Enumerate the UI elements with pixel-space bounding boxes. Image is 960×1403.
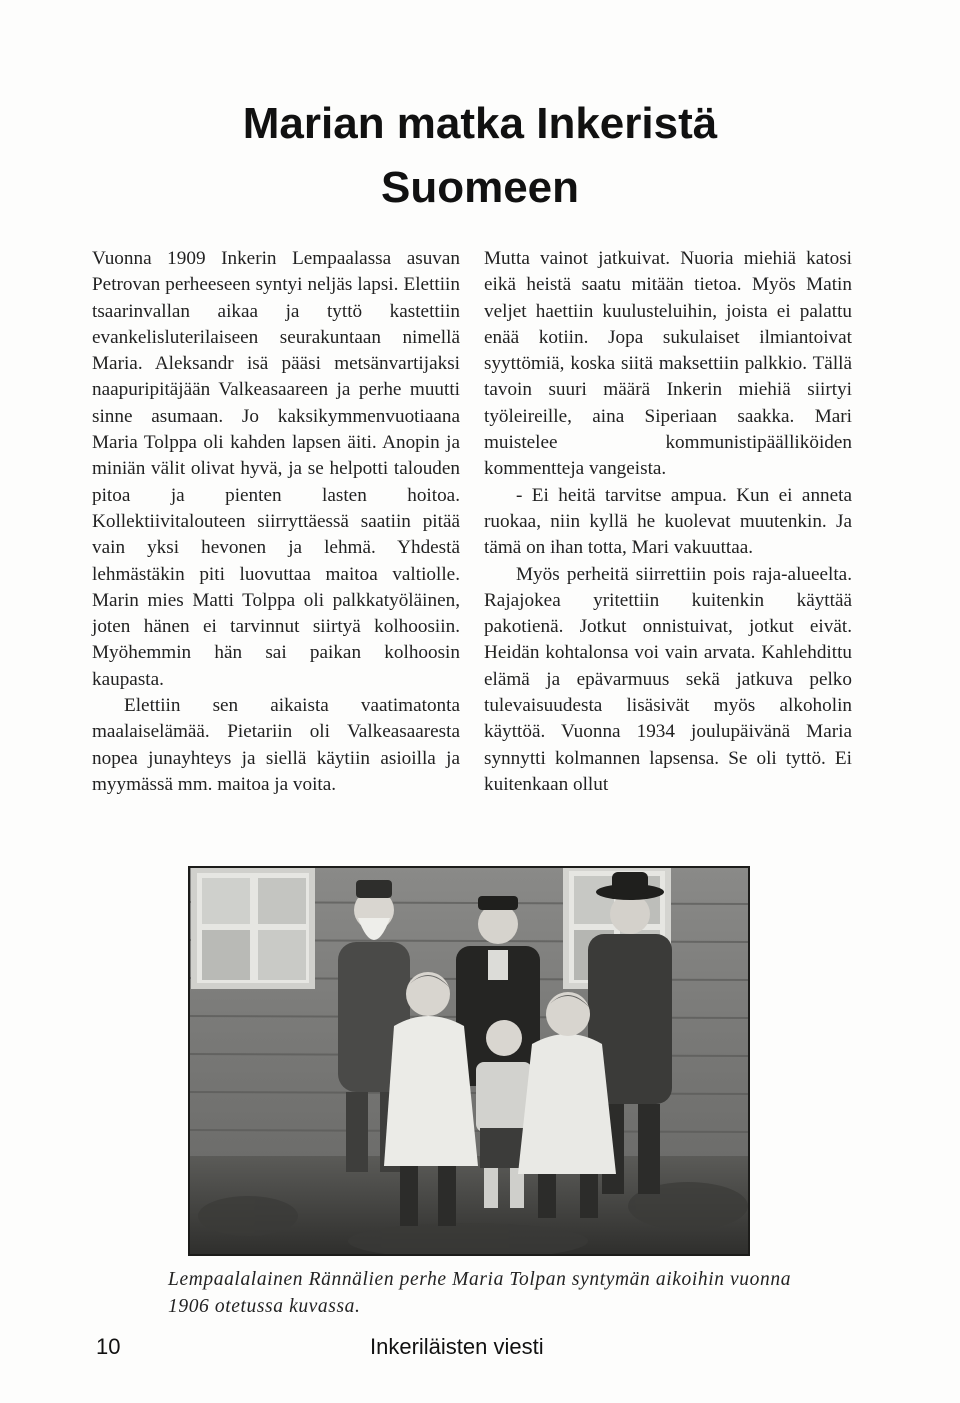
left-window <box>194 870 312 986</box>
paragraph: Elettiin sen aikaista vaatimatonta maalaiselämää. Pietariin oli Valkeasaaresta nopea junayhteys ja siellä käytiin asioilla ja myymässä mm. maitoa ja voita. <box>92 695 460 795</box>
photo-caption: Lempaalalainen Rännälien perhe Maria Tolpan syntymän aikoihin vuonna 1906 otetussa kuvassa. <box>168 1269 792 1317</box>
article-title-line-1: Marian matka Inkeristä <box>242 99 718 148</box>
paragraph: Vuonna 1909 Inkerin Lempaalassa asuvan Petrovan perheeseen syntyi neljäs lapsi. Elettiin tsaarinvallan aikaa ja tyttö kastettiin evankelisluterilaiseen seurakuntaan nimellä Maria. Aleksandr isä pääsi metsänvartijaksi naapuripitäjään Valkeasaareen ja perhe muutti sinne asumaan. Jo kaksikymmenvuotiaana Maria Tolppa oli kahden lapsen äiti. Anopin ja miniän välit olivat hyvä, ja se helpotti talouden pitoa ja pienten lasten hoitoa. Kollektiivitalouteen siirryttäessä saatiin pitää vain yksi hevonen ja lehmä. Yhdestä lehmästäkin piti luovuttaa maitoa valtiolle. Marin mies Matti Tolppa oli palkkatyöläinen, joten hänen ei tarvinnut siirtyä kolhoosiin. Myöhemmin hän sai paikan kolhoosin kaupasta. <box>92 248 460 690</box>
paragraph: - Ei heitä tarvitse ampua. Kun ei anneta ruokaa, niin kyllä he kuolevat muutenkin. Ja tämä on ihan totta, Mari vakuuttaa. <box>484 484 852 559</box>
paragraph: Mutta vainot jatkuivat. Nuoria miehiä katosi eikä heistä saatu mitään tietoa. Myös Matin veljet haettiin kuulusteluihin, joista ei palattu enää kotiin. Jopa sukulaiset ilmiantoivat syyttömiä, koska siitä maksettiin palkkio. Tällä tavoin suuri määrä Inkerin miehiä siirtyi työleireille, aina Siperiaan saakka. Mari muistelee kommunistipäälliköiden kommentteja vangeista. <box>484 248 852 480</box>
right-text-column <box>484 246 852 798</box>
article-title-line-2: Suomeen <box>380 163 580 212</box>
page-number: 10 <box>96 1334 121 1359</box>
paragraph: Myös perheitä siirrettiin pois raja-alueelta. Rajajokea yritettiin kuitenkin käyttää pakotienä. Jotkut onnistuivat, jotkut eivät. Heidän kohtalonsa voi vain arvata. Kahlehdittu elämä ja epävarmuus sekä jatkuva pelko tulevaisuudesta lisäsivät myös alkoholin käyttöä. Vuonna 1934 joulupäivänä Maria synnytti kolmannen lapsensa. Se oli tyttö. Ei kuitenkaan ollut <box>484 563 852 795</box>
article-title <box>150 92 810 220</box>
family-photo <box>188 866 750 1256</box>
left-text-column <box>92 246 460 798</box>
publication-name: Inkeriläisten viesti <box>370 1334 544 1359</box>
family-photo-illustration <box>188 866 750 1256</box>
